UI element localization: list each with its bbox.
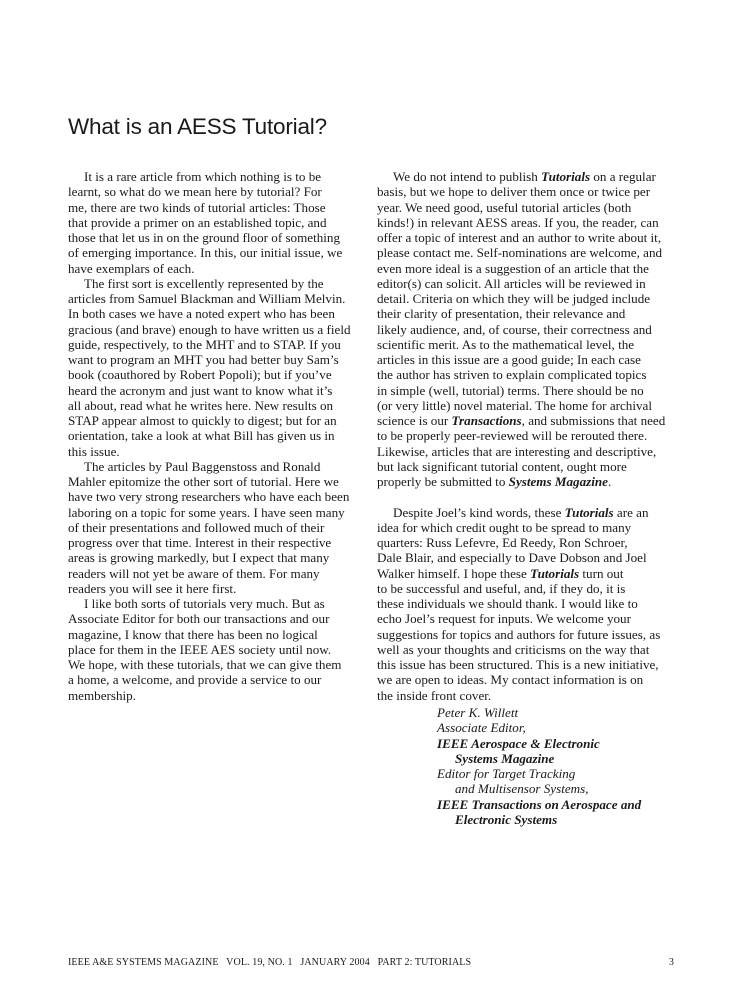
emphasized-title: Tutorials <box>530 565 580 581</box>
text-run: Dale Blair, and especially to Dave Dobson and Joel <box>377 550 647 566</box>
text-run: scientific merit. As to the mathematical level, the <box>377 336 635 352</box>
text-line <box>377 581 680 596</box>
text-run: science is our <box>377 413 452 428</box>
text-run: We do not intend to publish <box>393 169 542 184</box>
text-run: . <box>607 474 612 489</box>
text-line <box>377 169 680 184</box>
text-line <box>377 276 680 291</box>
text-run: in simple (well, tutorial) terms. There should be no <box>377 382 644 398</box>
text-line: Associate Editor for both our transactions and our <box>68 611 330 627</box>
text-run: suggestions for topics and authors for future issues, as <box>377 626 661 642</box>
text-line <box>377 444 680 459</box>
text-line: this issue. <box>68 443 120 459</box>
text-line <box>377 413 680 428</box>
text-line <box>377 337 680 352</box>
text-run: echo Joel’s request for inputs. We welcome your <box>377 611 631 627</box>
signature-block <box>437 705 641 827</box>
left-column <box>68 169 368 703</box>
text-run: but lack significant tutorial content, ought more <box>377 458 627 474</box>
text-line <box>377 657 680 672</box>
text-line <box>377 245 680 260</box>
text-run: Likewise, articles that are interesting and descriptive, <box>377 443 657 459</box>
text-line <box>377 322 680 337</box>
text-line: of their presentations and followed much of their <box>68 519 325 535</box>
text-line: membership. <box>68 687 137 703</box>
text-run: Despite Joel’s kind words, these <box>393 504 565 520</box>
signature-name: Peter K. Willett <box>437 705 519 720</box>
text-line: magazine, I know that there has been no logical <box>68 626 318 642</box>
page-number: 3 <box>668 957 674 968</box>
text-run: to be successful and useful, and, if they do, it is <box>377 580 626 596</box>
text-line <box>377 459 680 474</box>
text-line: readers you will see it here first. <box>68 580 237 596</box>
emphasized-title: Tutorials <box>541 169 591 184</box>
signature-publication: IEEE Transactions on Aerospace and <box>437 796 642 812</box>
text-line <box>377 474 680 489</box>
emphasized-title: Systems Magazine <box>508 474 608 489</box>
text-line <box>377 352 680 367</box>
text-line <box>377 306 680 321</box>
text-line <box>377 200 680 215</box>
text-line: It is a rare article from which nothing is to be <box>84 169 322 184</box>
signature-role: Editor for Target Tracking <box>437 766 576 781</box>
text-line <box>377 596 680 611</box>
text-line: book (coauthored by Robert Popoli); but if you’ve <box>68 367 332 383</box>
text-line: heard the acronym and just want to know what it’s <box>68 382 333 398</box>
text-line: laboring on a topic for some years. I have seen many <box>68 504 345 520</box>
text-line: learnt, so what do we mean here by tutorial? For <box>68 184 322 200</box>
emphasized-title: Tutorials <box>564 504 614 520</box>
page-title: What is an AESS Tutorial? <box>68 114 327 139</box>
text-line: guide, respectively, to the MHT and to STAP. If you <box>68 336 341 352</box>
text-run: please contact me. Self-nominations are welcome, and <box>377 245 663 261</box>
text-line <box>377 627 680 642</box>
signature-publication-cont: Systems Magazine <box>455 750 555 766</box>
text-run: the author has striven to explain complicated topics <box>377 367 647 383</box>
text-run: properly be submitted to <box>377 474 509 489</box>
text-run: likely audience, and, of course, their correctness and <box>377 321 652 337</box>
text-line <box>377 261 680 276</box>
text-line <box>377 230 680 245</box>
text-line: that provide a primer on an established topic, and <box>68 214 327 230</box>
text-line <box>377 383 680 398</box>
text-line: In both cases we have a noted expert who has been <box>68 306 335 322</box>
text-line <box>377 184 680 199</box>
text-line <box>377 367 680 382</box>
text-line: We hope, with these tutorials, that we can give them <box>68 657 342 672</box>
text-run: idea for which credit ought to be spread to many <box>377 519 632 535</box>
text-run: to be properly peer-reviewed will be rerouted there. <box>377 428 648 444</box>
text-line <box>377 291 680 306</box>
text-run: their clarity of presentation, their relevance and <box>377 306 626 322</box>
text-line: readers will not yet be aware of them. For many <box>68 565 320 581</box>
text-line <box>377 550 680 565</box>
text-run: year. We need good, useful tutorial articles (both <box>377 199 632 215</box>
text-line: have exemplars of each. <box>68 260 195 276</box>
text-line <box>377 611 680 626</box>
text-run: detail. Criteria on which they will be judged include <box>377 291 651 306</box>
text-line: all about, read what he writes here. New results on <box>68 397 334 413</box>
text-line: articles from Samuel Blackman and William Melvin. <box>68 291 346 306</box>
text-line <box>377 428 680 443</box>
text-line <box>377 215 680 230</box>
text-run: offer a topic of interest and an author to write about it, <box>377 230 662 245</box>
text-line: STAP appear almost to quickly to digest; but for an <box>68 413 337 428</box>
text-run: turn out <box>579 565 624 581</box>
text-line: gracious (and brave) enough to have written us a field <box>68 321 351 337</box>
text-run: (or very little) novel material. The home for archival <box>377 397 652 413</box>
text-line <box>377 672 680 687</box>
text-line <box>377 398 680 413</box>
text-line: a home, a welcome, and provide a service to our <box>68 672 322 688</box>
text-run: articles in this issue are a good guide; In each case <box>377 352 641 367</box>
text-run: on a regular <box>590 169 656 184</box>
text-line: The articles by Paul Baggenstoss and Ronald <box>84 458 321 474</box>
text-line: progress over that time. Interest in their respective <box>68 535 332 550</box>
text-line: orientation, take a look at what Bill has given us in <box>68 428 335 444</box>
text-line <box>377 535 680 550</box>
text-line: me, there are two kinds of tutorial articles: Those <box>68 199 326 215</box>
paragraph-gap <box>377 489 680 504</box>
text-run: editor(s) can solicit. All articles will be reviewed in <box>377 275 646 291</box>
text-line: I like both sorts of tutorials very much. But as <box>84 596 325 611</box>
text-run: quarters: Russ Lefevre, Ed Reedy, Ron Schroer, <box>377 535 628 550</box>
text-line <box>377 505 680 520</box>
text-run: basis, but we hope to deliver them once or twice per <box>377 184 651 200</box>
text-line <box>377 688 680 703</box>
text-line <box>377 520 680 535</box>
signature-role-cont: and Multisensor Systems, <box>455 781 589 797</box>
signature-publication-cont: Electronic Systems <box>455 811 558 827</box>
text-run: , and submissions that need <box>521 413 666 428</box>
text-line: The first sort is excellently represented by the <box>84 275 324 291</box>
text-line: have two very strong researchers who have each been <box>68 489 350 505</box>
text-line: of emerging importance. In this, our initial issue, we <box>68 245 343 261</box>
text-line: want to program an MHT you had better buy Sam’s <box>68 352 339 367</box>
emphasized-title: Transactions <box>451 413 522 428</box>
text-run: the inside front cover. <box>377 687 492 703</box>
text-line: place for them in the IEEE AES society until now. <box>68 641 332 657</box>
text-run: Walker himself. I hope these <box>377 565 531 581</box>
text-run: kinds!) in relevant AESS areas. If you, the reader, can <box>377 214 659 230</box>
text-run: we are open to ideas. My contact information is on <box>377 672 644 688</box>
text-line: Mahler epitomize the other sort of tutorial. Here we <box>68 474 339 489</box>
text-line <box>377 642 680 657</box>
text-run: well as your thoughts and criticisms on the way that <box>377 641 650 657</box>
text-line: areas is growing markedly, but I expect that many <box>68 550 330 566</box>
signature-role: Associate Editor, <box>437 720 526 736</box>
text-run: are an <box>613 504 649 520</box>
right-column <box>377 169 680 703</box>
running-head: IEEE A&E SYSTEMS MAGAZINE VOL. 19, NO. 1 JANUARY 2004 PART 2: TUTORIALS <box>68 957 472 968</box>
text-run: even more ideal is a suggestion of an article that the <box>377 260 649 276</box>
text-line: those that let us in on the ground floor of something <box>68 230 341 245</box>
text-line <box>377 566 680 581</box>
text-run: this issue has been structured. This is a new initiative, <box>377 657 659 672</box>
signature-publication: IEEE Aerospace & Electronic <box>437 735 600 751</box>
text-run: these individuals we should thank. I would like to <box>377 596 638 611</box>
